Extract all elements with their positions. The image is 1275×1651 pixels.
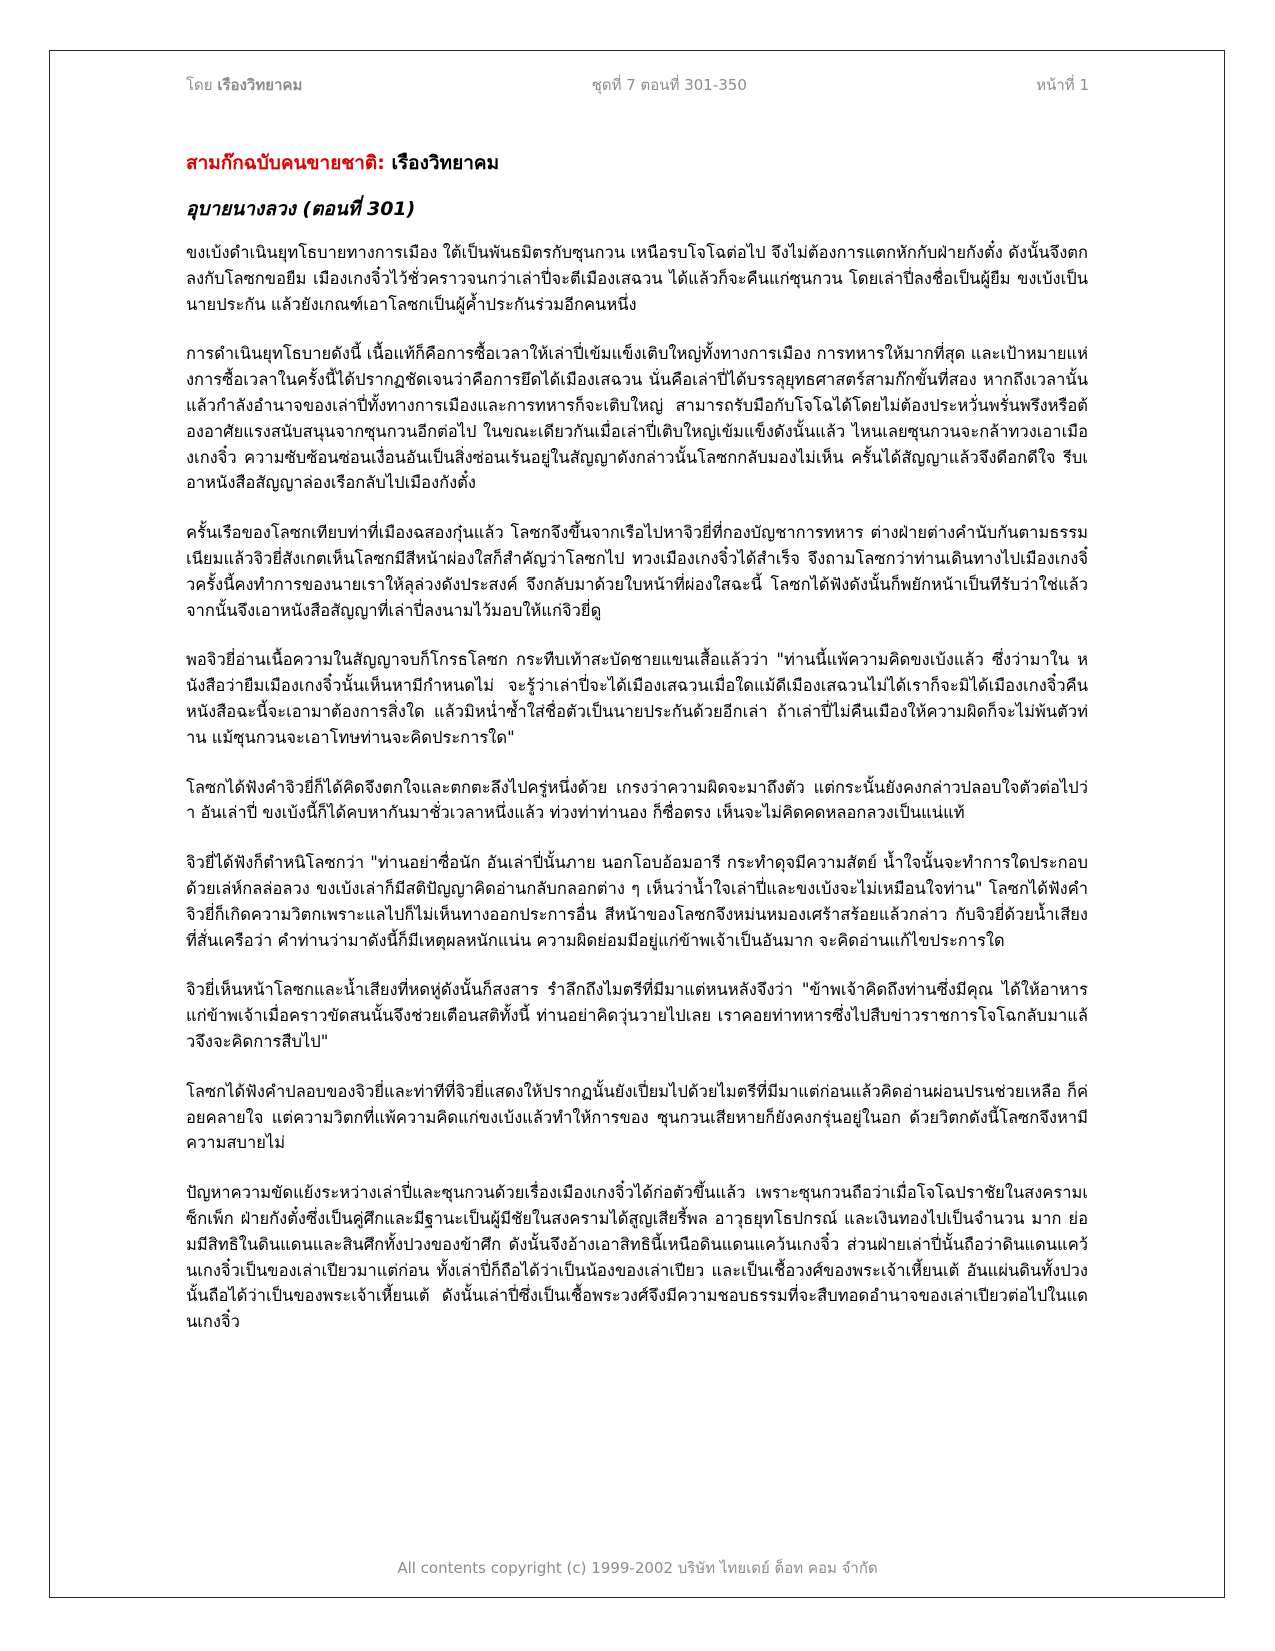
copyright-footer: All contents copyright (c) 1999-2002 บริษัท ไทยเดย์ ด็อท คอม จำกัด <box>397 1559 878 1577</box>
paragraph: การดำเนินยุทโธบายดังนี้ เนื้อแท้ก็คือการซื้อเวลาให้เล่าปี่เข้มแข็งเติบใหญ่ทั้งทางการเมือง การทหารให้มากที่สุด และเป้าหมายแห่งการซื้อเวลาในครั้งนี้ได้ปรากฏชัดเจนว่าคือการยึดได้เมืองเสฉวน นั่นคือเล่าปี่ได้บรรลุยุทธศาสตร์สามก๊กขั้นที่สอง หากถึงเวลานั้นแล้วกำลังอำนาจของเล่าปี่ทั้งทางการเมืองและการทหารก็จะเติบใหญ่ สามารถรับมือกับโจโฉได้โดยไม่ต้องประหวั่นพรั่นพรึงหรือต้องอาศัยแรงสนับสนุนจากซุนกวนอีกต่อไป ในขณะเดียวกันเมื่อเล่าปี่เติบใหญ่เข้มแข็งดังนั้นแล้ว ไหนเลยซุนกวนจะกล้าทวงเอาเมืองเกงจิ๋ว ความซับซ้อนซ่อนเงื่อนอันเป็นสิ่งซ่อนเร้นอยู่ในสัญญาดังกล่าวนั้นโลซกกลับมองไม่เห็น ครั้นได้สัญญาแล้วจึงดีอกดีใจ รีบเอาหนังสือสัญญาล่องเรือกลับไปเมืองกังตั๋ง <box>186 344 1088 493</box>
chapter-title: อุบายนางลวง (ตอนที่ 301) <box>186 198 416 220</box>
header-author-prefix: โดย <box>186 76 213 94</box>
paragraph: จิวยี่ได้ฟังก็ตำหนิโลซกว่า "ท่านอย่าซื่อนัก อันเล่าปี่นั้นภาย นอกโอบอ้อมอารี กระทำดุจมีความสัตย์ น้ำใจนั้นจะทำการใดประกอบด้วยเล่ห์กลล่อลวง ขงเบ้งเล่าก็มีสติปัญญาคิดอ่านกลับกลอกต่าง ๆ เห็นว่าน้ำใจเล่าปี่และขงเบ้งจะไม่เหมือนใจท่าน" โลซกได้ฟังคำจิวยี่ก็เกิดความวิตกเพราะแลไปก็ไม่เห็นทางออกประการอื่น สีหน้าของโลซกจึงหม่นหมองเศร้าสร้อยแล้วกล่าว กับจิวยี่ด้วยน้ำเสียงที่สั่นเครือว่า คำท่านว่ามาดังนี้ก็มีเหตุผลหนักแน่น ความผิดย่อมมีอยู่แก่ข้าพเจ้าเป็นอันมาก จะคิดอ่านแก้ไขประการใด <box>186 853 1088 950</box>
paragraph: โลซกได้ฟังคำปลอบของจิวยี่และท่าทีที่จิวยี่แสดงให้ปรากฏนั้นยังเปี่ยมไปด้วยไมตรีที่มีมาแต่ก่อนแล้วคิดอ่านผ่อนปรนช่วยเหลือ ก็ค่อยคลายใจ แต่ความวิตกที่แพ้ความคิดแก่ขงเบ้งแล้วทำให้การของ ซุนกวนเสียหายก็ยังคงกรุ่นอยู่ในอก ด้วยวิตกดังนี้โลซกจึงหามีความสบายไม่ <box>186 1081 1088 1153</box>
paragraph: ปัญหาความขัดแย้งระหว่างเล่าปี่และซุนกวนด้วยเรื่องเมืองเกงจิ๋วได้ก่อตัวขึ้นแล้ว เพราะซุนกวนถือว่าเมื่อโจโฉปราชัยในสงครามเซ็กเพ็ก ฝ่ายกังตั๋งซึ่งเป็นคู่ศึกและมีฐานะเป็นผู้มีชัยในสงครามได้สูญเสียรี้พล อาวุธยุทโธปกรณ์ และเงินทองไปเป็นจำนวน มาก ย่อมมีสิทธิในดินแดนและสินศึกทั้งปวงของข้าศึก ดังนั้นจึงอ้างเอาสิทธินี้เหนือดินแดนแคว้นเกงจิ๋ว ส่วนฝ่ายเล่าปี่นั้นถือว่าดินแดนแคว้นเกงจิ๋วเป็นของเล่าเปียวมาแต่ก่อน ทั้งเล่าปี่ก็ถือได้ว่าเป็นน้องของเล่าเปียว และเป็นเชื้อวงศ์ของพระเจ้าเหี้ยนเต้ อันแผ่นดินทั้งปวงนั้นถือได้ว่าเป็นของพระเจ้าเหี้ยนเต้ ดังนั้นเล่าปี่ซึ่งเป็นเชื้อพระวงศ์จึงมีความชอบธรรมที่จะสืบทอดอำนาจของเล่าเปียวต่อไปในแดนเกงจิ๋ว <box>186 1183 1088 1332</box>
header-author-name: เรืองวิทยาคม <box>217 76 303 94</box>
paragraph: ครั้นเรือของโลซกเทียบท่าที่เมืองฉสองกุ๋นแล้ว โลซกจึงขึ้นจากเรือไปหาจิวยี่ที่กองบัญชาการทหาร ต่างฝ่ายต่างคำนับกันตามธรรมเนียมแล้วจิวยี่สังเกตเห็นโลซกมีสีหน้าผ่องใสก็สำคัญว่าโลซกไป ทวงเมืองเกงจิ๋วได้สำเร็จ จึงถามโลซกว่าท่านเดินทางไปเมืองเกงจิ๋วครั้งนี้คงทำการของนายเราให้ลุล่วงดังประสงค์ จึงกลับมาด้วยใบหน้าที่ผ่องใสฉะนี้ โลซกได้ฟังดังนั้นก็พยักหน้าเป็นทีรับว่าใช่แล้ว จากนั้นจึงเอาหนังสือสัญญาที่เล่าปี่ลงนามไว้มอบให้แก่จิวยี่ดู <box>186 523 1088 620</box>
paragraph: ขงเบ้งดำเนินยุทโธบายทางการเมือง ใต้เป็นพันธมิตรกับซุนกวน เหนือรบโจโฉต่อไป จึงไม่ต้องการแตกหักกับฝ่ายกังตั๋ง ดังนั้นจึงตกลงกับโลซกขอยืม เมืองเกงจิ๋วไว้ชั่วคราวจนกว่าเล่าปี่จะตีเมืองเสฉวน ได้แล้วก็จะคืนแก่ซุนกวน โดยเล่าปี่ลงชื่อเป็นผู้ยืม ขงเบ้งเป็นนายประกัน แล้วยังเกณฑ์เอาโลซกเป็นผู้ค้ำประกันร่วมอีกคนหนึ่ง <box>186 243 1088 314</box>
document-title <box>186 150 1088 176</box>
header-series-info: ชุดที่ 7 ตอนที่ 301-350 <box>591 76 747 94</box>
paragraph: จิวยี่เห็นหน้าโลซกและน้ำเสียงที่หดหู่ดังนั้นก็สงสาร รำลึกถึงไมตรีที่มีมาแต่หนหลังจึงว่า "ข้าพเจ้าคิดถึงท่านซึ่งมีคุณ ได้ให้อาหารแก่ข้าพเจ้าเมื่อคราวขัดสนนั้นจึงช่วยเตือนสติทั้งนี้ ท่านอย่าคิดวุ่นวายไปเลย เราคอยท่าทหารซึ่งไปสืบข่าวราชการโจโฉกลับมาแล้วจึงจะคิดการสืบไป" <box>186 980 1088 1051</box>
running-header <box>186 73 1089 97</box>
header-page-number: หน้าที่ 1 <box>1036 76 1089 94</box>
title-author: เรืองวิทยาคม <box>391 152 500 174</box>
header-author <box>186 73 302 97</box>
paragraph: โลซกได้ฟังคำจิวยี่ก็ได้คิดจึงตกใจและตกตะลึงไปครู่หนึ่งด้วย เกรงว่าความผิดจะมาถึงตัว แต่กระนั้นยังคงกล่าวปลอบใจตัวต่อไปว่า อันเล่าปี่ ขงเบ้งนี้ก็ได้คบหากันมาชั่วเวลาหนึ่งแล้ว ท่วงท่าท่านอง ก็ซื่อตรง เห็นจะไม่คิดคดหลอกลวงเป็นแน่แท้ <box>186 777 1088 823</box>
document-body <box>186 150 1088 1359</box>
paragraph: พอจิวยี่อ่านเนื้อความในสัญญาจบก็โกรธโลซก กระทืบเท้าสะบัดชายแขนเสื้อแล้วว่า "ท่านนี้แพ้ความคิดขงเบ้งแล้ว ซึ่งว่ามาใน หนังสือว่ายืมเมืองเกงจิ๋วนั้นเห็นหามีกำหนดไม่ จะรู้ว่าเล่าปี่จะได้เมืองเสฉวนเมื่อใดแม้ดีเมืองเสฉวนไม่ได้เราก็จะมิได้เมืองเกงจิ๋วคืน หนังสือฉะนี้จะเอามาต้องการสิ่งใด แล้วมิหน่ำซ้ำใส่ชื่อตัวเป็นนายประกันด้วยอีกเล่า ถ้าเล่าปี่ไม่คืนเมืองให้ความผิดก็จะไม่พ้นตัวท่าน แม้ซุนกวนจะเอาโทษท่านจะคิดประการใด" <box>186 650 1088 747</box>
series-label: สามก๊กฉบับคนขายชาติ: <box>186 152 385 174</box>
